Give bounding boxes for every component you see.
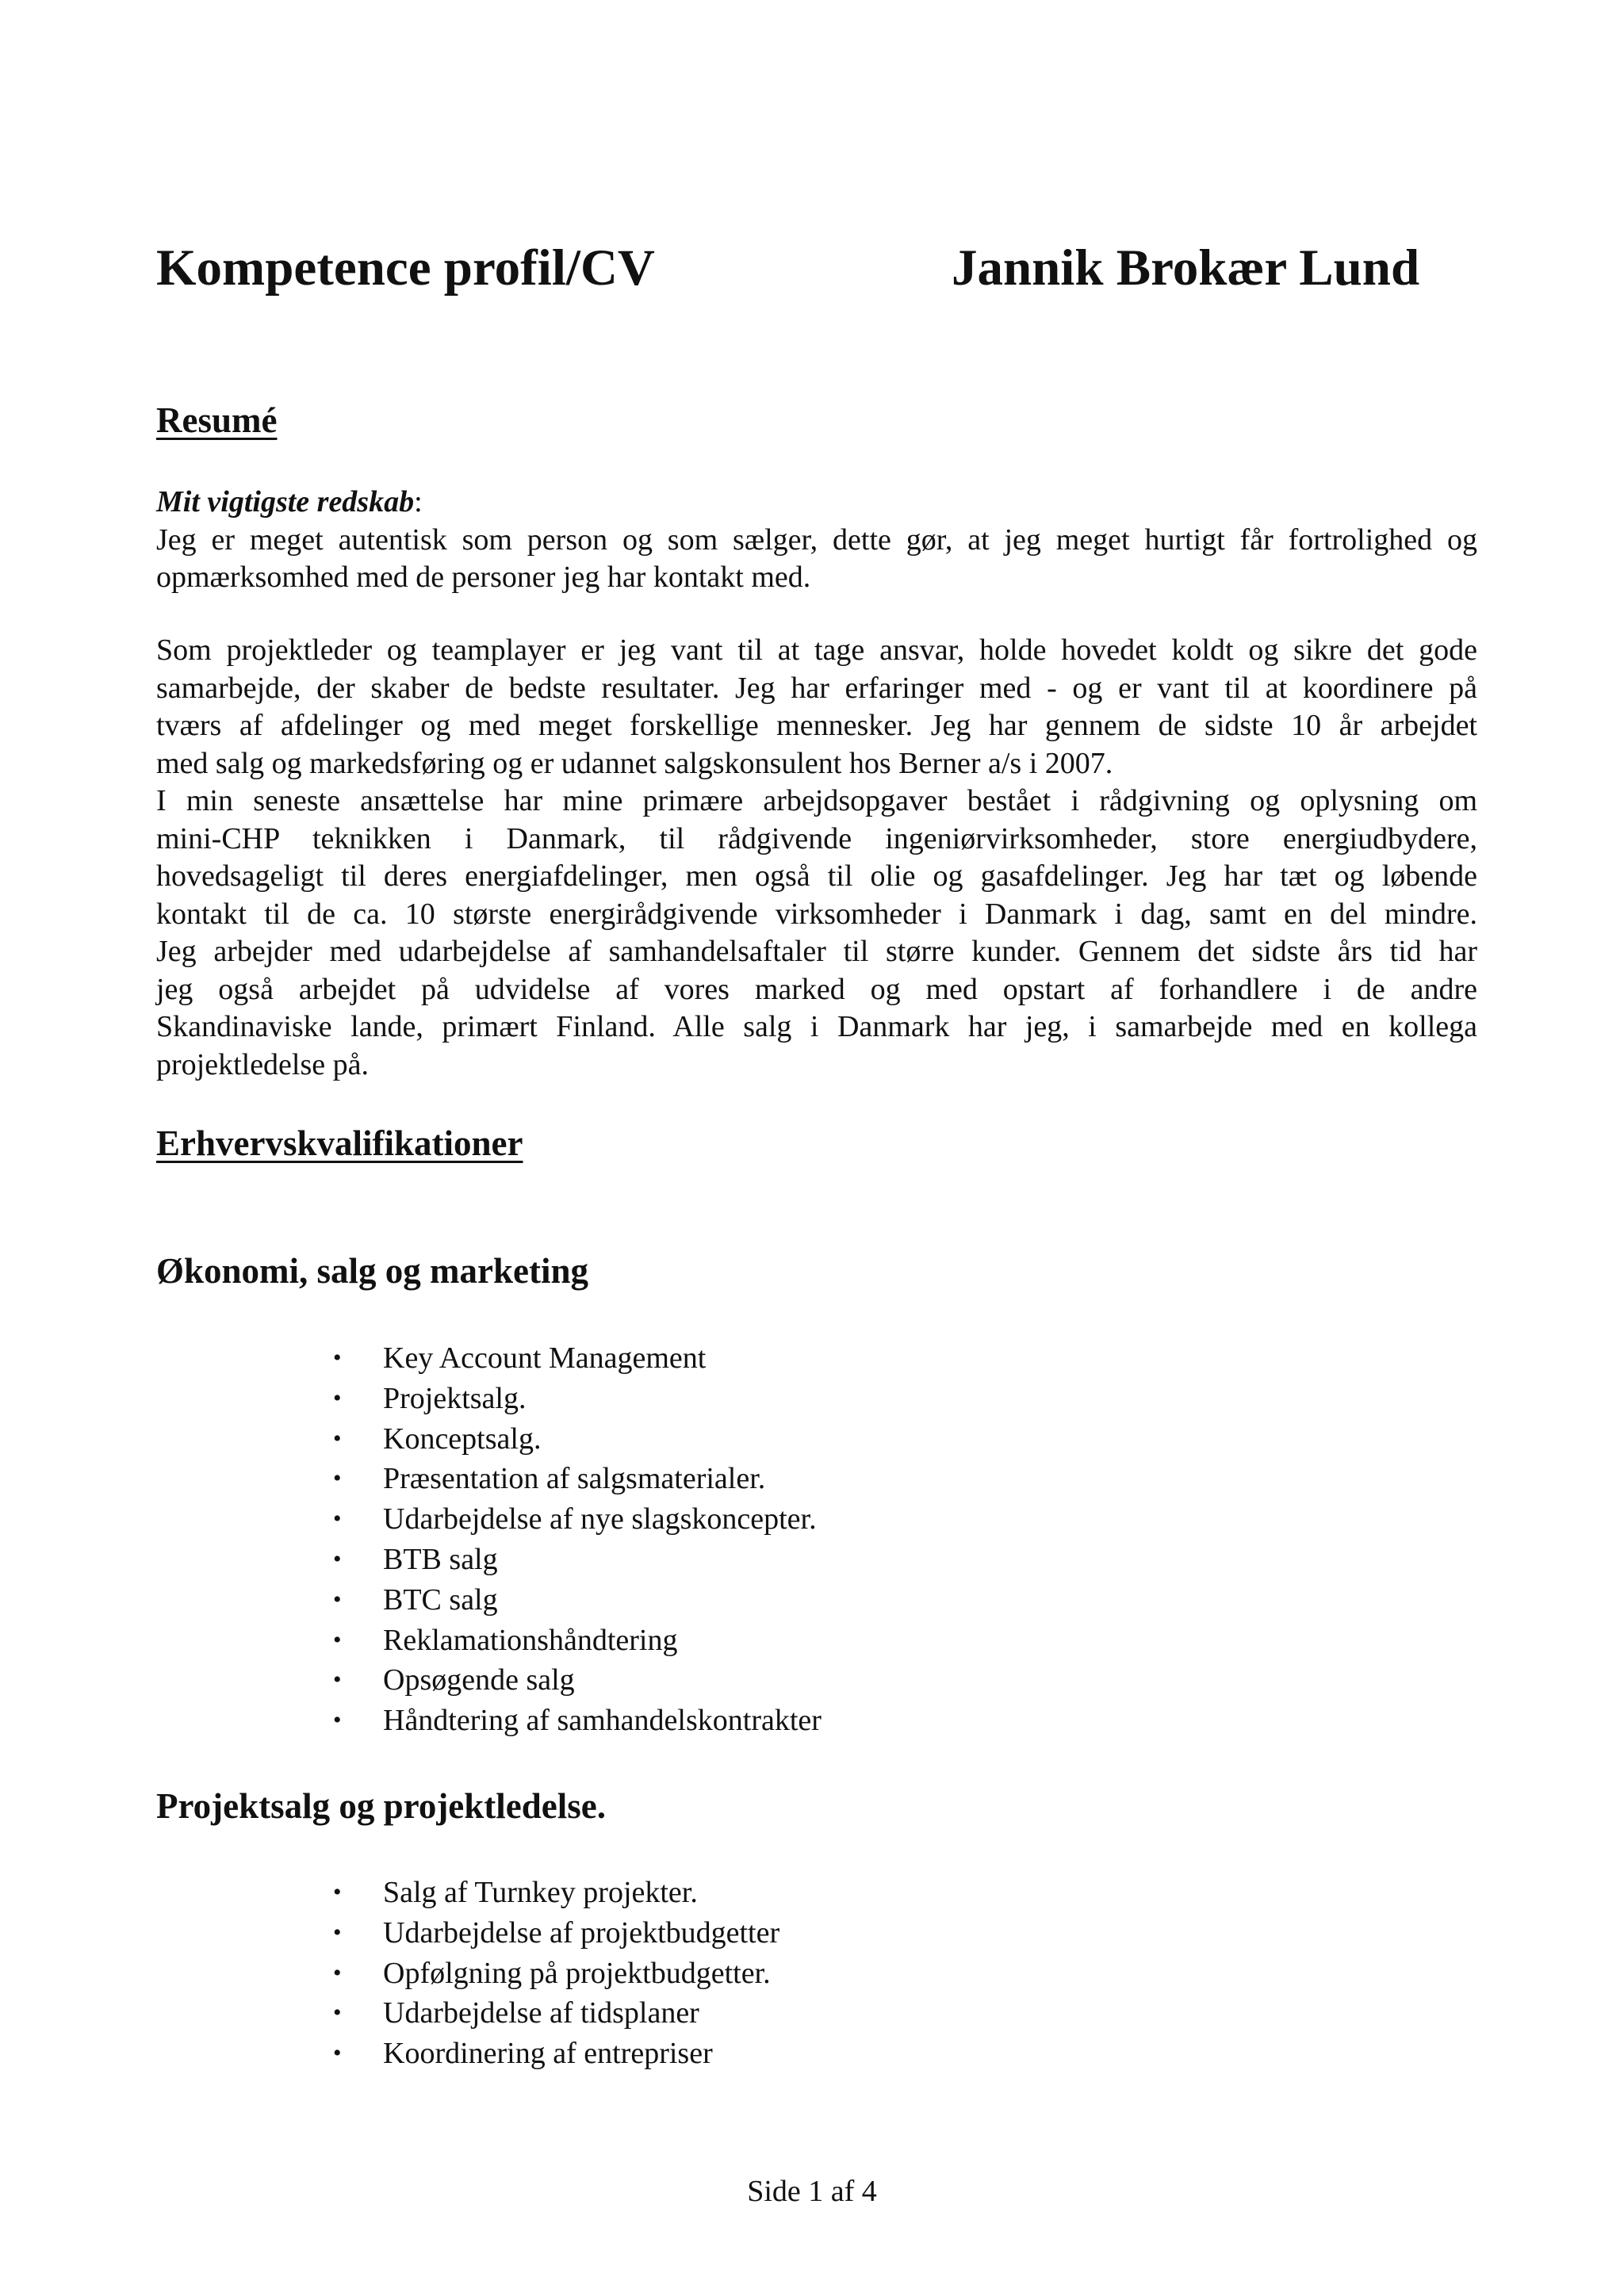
bullet-icon: • (333, 1999, 342, 2026)
bullet-icon: • (333, 1707, 342, 1734)
list-item: • Udarbejdelse af nye slagskoncepter. (333, 1499, 822, 1540)
projects-list (333, 1873, 779, 2074)
qualifications-heading: Erhvervskvalifikationer (156, 1123, 523, 1163)
list-item: • Salg af Turnkey projekter. (333, 1873, 779, 1913)
resume-body-line: Skandinaviske lande, primært Finland. Alle salg i Danmark har jeg, i samarbejde med en kollega (156, 1010, 1477, 1043)
group-title-projects: Projektsalg og projektledelse. (156, 1786, 607, 1826)
resume-intro-line: opmærksomhed med de personer jeg har kontakt med. (156, 561, 811, 594)
resume-body-line: hovedsageligt til deres energiafdelinger, men også til olie og gasafdelinger. Jeg har tæt og løbende (156, 859, 1477, 893)
bullet-icon: • (333, 1345, 342, 1371)
list-item: • Håndtering af samhandelskontrakter (333, 1701, 822, 1741)
document-title: Kompetence profil/CV (156, 239, 655, 297)
list-item: • BTC salg (333, 1580, 822, 1621)
list-item: • Key Account Management (333, 1338, 822, 1379)
list-item: • Opsøgende salg (333, 1660, 822, 1701)
bullet-icon: • (333, 1959, 342, 1986)
resume-intro (156, 484, 1477, 597)
resume-body-line: tværs af afdelinger og med meget forskellige mennesker. Jeg har gennem de sidste 10 år arbejdet (156, 709, 1477, 742)
bullet-icon: • (333, 1879, 342, 1905)
bullet-icon: • (333, 1919, 342, 1946)
bullet-icon: • (333, 2040, 342, 2067)
person-name: Jannik Brokær Lund (952, 239, 1420, 297)
list-item: • Reklamationshåndtering (333, 1621, 822, 1661)
list-item: • Konceptsalg. (333, 1419, 822, 1460)
bullet-icon: • (333, 1506, 342, 1533)
resume-body (156, 632, 1477, 1084)
resume-heading: Resumé (156, 400, 278, 440)
bullet-icon: • (333, 1586, 342, 1613)
bullet-icon: • (333, 1545, 342, 1572)
bullet-icon: • (333, 1425, 342, 1452)
resume-intro-line: Jeg er meget autentisk som person og som sælger, dette gør, at jeg meget hurtigt får fortrolighed og (156, 522, 1477, 557)
resume-body-line: projektledelse på. (156, 1047, 370, 1081)
resume-label-line (156, 484, 1477, 522)
resume-body-line: mini-CHP teknikken i Danmark, til rådgivende ingeniørvirksomheder, store energiudbydere, (156, 821, 1477, 855)
list-item: • BTB salg (333, 1540, 822, 1580)
economy-list (333, 1338, 822, 1741)
resume-body-line: jeg også arbejdet på udvidelse af vores marked og med opstart af forhandlere i de andre (156, 972, 1477, 1006)
group-title-economy: Økonomi, salg og marketing (156, 1251, 589, 1291)
list-item: • Koordinering af entrepriser (333, 2034, 779, 2074)
bullet-icon: • (333, 1667, 342, 1693)
resume-label: Mit vigtigste redskab (156, 485, 415, 519)
bullet-icon: • (333, 1465, 342, 1492)
resume-label-suffix: : (414, 485, 423, 519)
bullet-icon: • (333, 1626, 342, 1653)
resume-body-line: kontakt til de ca. 10 største energirådgivende virksomheder i Danmark i dag, samt en del mindre. (156, 897, 1477, 931)
resume-body-line: Som projektleder og teamplayer er jeg vant til at tage ansvar, holde hovedet koldt og sikre det gode (156, 633, 1477, 667)
list-item: • Præsentation af salgsmaterialer. (333, 1459, 822, 1499)
list-item: • Projektsalg. (333, 1379, 822, 1419)
list-item: • Udarbejdelse af tidsplaner (333, 1993, 779, 2034)
resume-body-line: samarbejde, der skaber de bedste resultater. Jeg har erfaringer med - og er vant til at koordinere på (156, 671, 1477, 705)
resume-body-line: I min seneste ansættelse har mine primære arbejdsopgaver bestået i rådgivning og oplysning om (156, 784, 1477, 817)
list-item: • Opfølgning på projektbudgetter. (333, 1954, 779, 1994)
list-item: • Udarbejdelse af projektbudgetter (333, 1913, 779, 1954)
bullet-icon: • (333, 1384, 342, 1411)
resume-body-line: med salg og markedsføring og er udannet salgskonsulent hos Berner a/s i 2007. (156, 746, 1113, 780)
resume-body-line: Jeg arbejder med udarbejdelse af samhandelsaftaler til større kunder. Gennem det sidste års tid har (156, 935, 1477, 968)
page-number: Side 1 af 4 (747, 2175, 877, 2208)
